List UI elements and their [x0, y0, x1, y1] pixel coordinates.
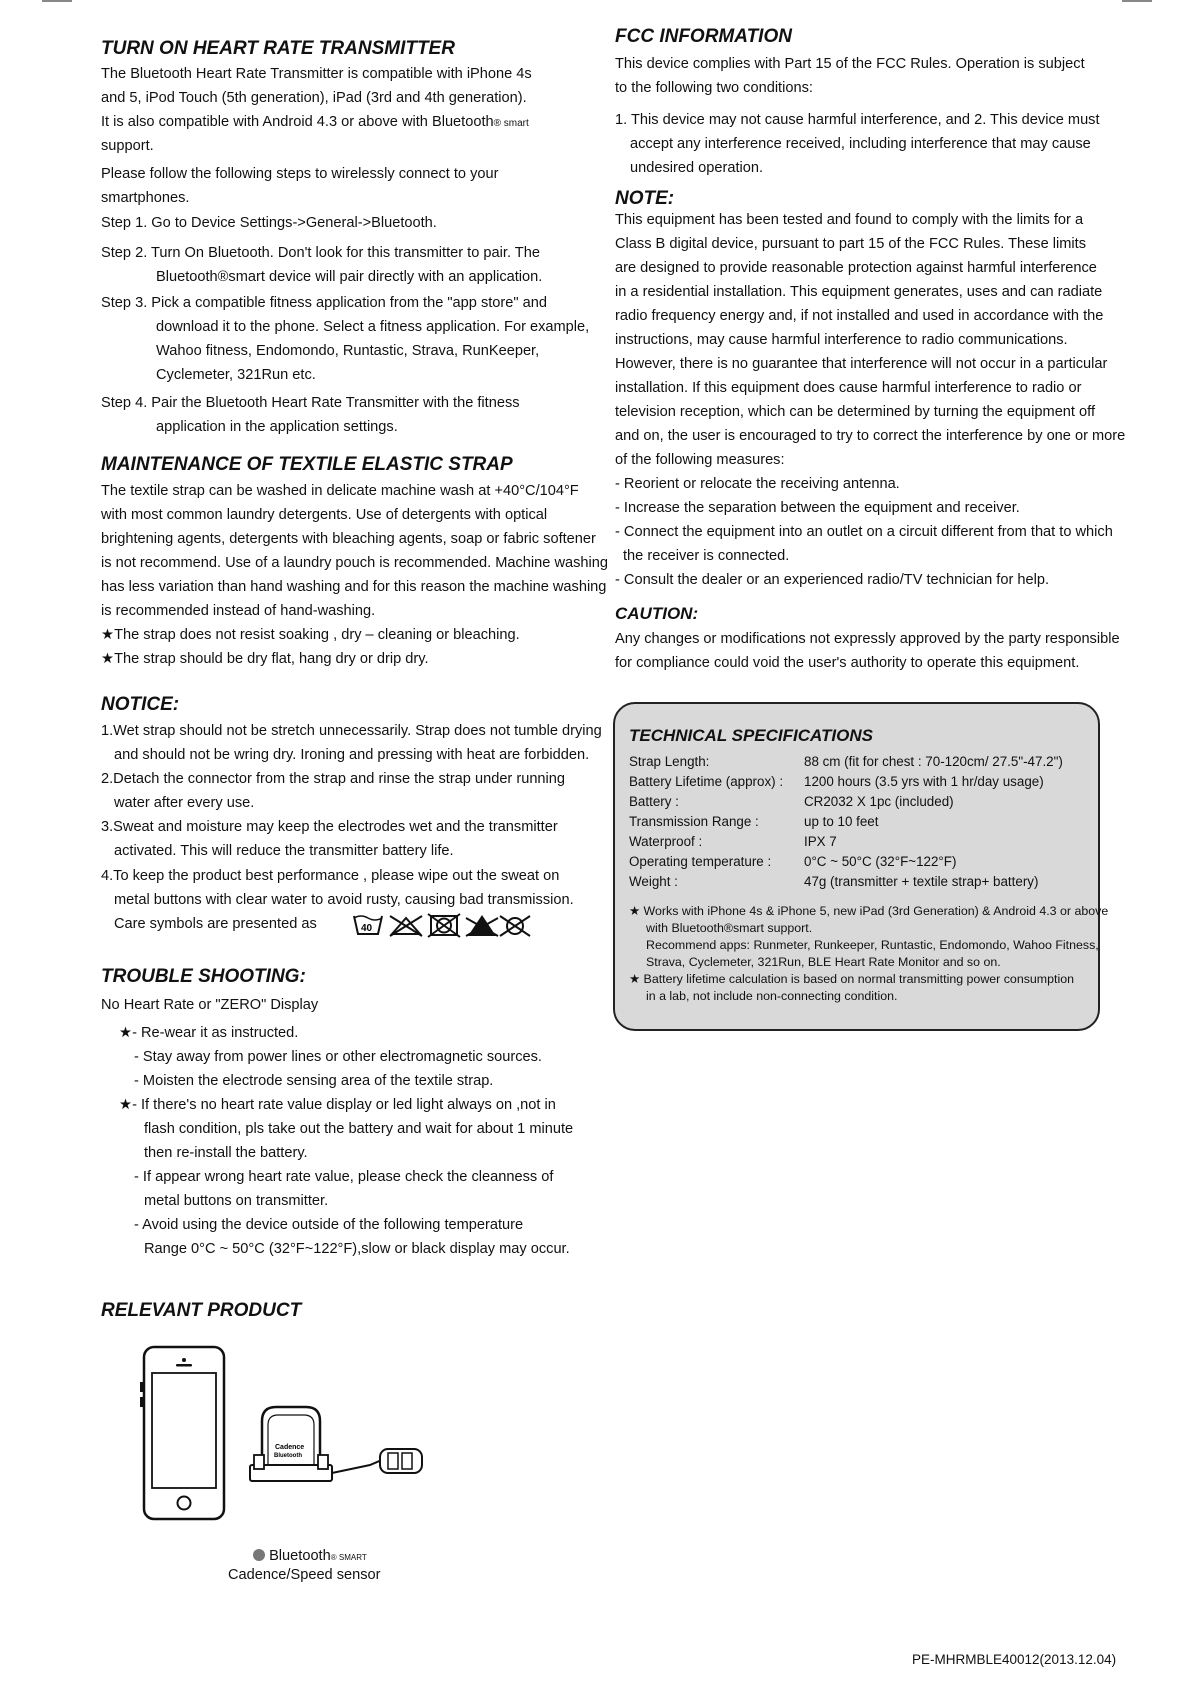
step-line: application in the application settings. — [156, 419, 398, 435]
trouble-line: - Moisten the electrode sensing area of the textile strap. — [134, 1073, 494, 1089]
note-line: - Increase the separation between the equipment and receiver. — [615, 500, 1020, 516]
notice-line: Care symbols are presented as — [114, 916, 317, 932]
spec-value: IPX 7 — [804, 834, 837, 849]
note-line: - Consult the dealer or an experienced radio/TV technician for help. — [615, 572, 1050, 588]
fcc-line: This device complies with Part 15 of the FCC Rules. Operation is subject — [615, 56, 1085, 72]
no-iron-icon — [500, 916, 530, 936]
note-line: in a residential installation. This equipment generates, uses and can radiate — [615, 284, 1103, 300]
notice-line: 2.Detach the connector from the strap and rinse the strap under running — [101, 771, 566, 787]
crop-mark-right — [1122, 0, 1152, 2]
note-line: radio frequency energy and, if not installed and used in accordance with the — [615, 308, 1104, 324]
notice-line: activated. This will reduce the transmitter battery life. — [114, 843, 454, 859]
notice-heading: NOTICE: — [101, 694, 180, 715]
note-line: However, there is no guarantee that interference will not occur in a particular — [615, 356, 1108, 372]
spec-label: Waterproof : — [629, 834, 703, 849]
spec-value: 0°C ~ 50°C (32°F~122°F) — [804, 854, 957, 869]
maintenance-note: ★The strap does not resist soaking , dry – cleaning or bleaching. — [101, 627, 520, 643]
fcc-line: undesired operation. — [630, 160, 764, 176]
step-line: Wahoo fitness, Endomondo, Runtastic, Strava, RunKeeper, — [156, 343, 540, 359]
spec-label: Battery Lifetime (approx) : — [629, 774, 784, 789]
maintenance-line: brightening agents, detergents with bleaching agents, soap or fabric softener — [101, 531, 596, 547]
note-line: the receiver is connected. — [623, 548, 790, 564]
no-bleach-icon — [466, 915, 498, 936]
tech-specs-panel — [613, 702, 1109, 1031]
specs-heading: TECHNICAL SPECIFICATIONS — [629, 726, 873, 745]
trouble-line: then re-install the battery. — [144, 1145, 308, 1161]
turn-on-line: support. — [101, 138, 154, 154]
spec-note: with Bluetooth®smart support. — [646, 921, 813, 935]
spec-value: CR2032 X 1pc (included) — [804, 794, 954, 809]
fcc-line: accept any interference received, including interference that may cause — [630, 136, 1091, 152]
notice-line: metal buttons with clear water to avoid rusty, causing bad transmission. — [114, 892, 574, 908]
fcc-line: to the following two conditions: — [615, 80, 813, 96]
step-line: Step 3. Pick a compatible fitness application from the "app store" and — [101, 295, 547, 311]
crop-mark-left — [42, 0, 72, 2]
notice-line: 3.Sweat and moisture may keep the electrodes wet and the transmitter — [101, 819, 558, 835]
trouble-line: metal buttons on transmitter. — [144, 1193, 329, 1209]
care-symbols — [352, 912, 532, 938]
trouble-line: - If appear wrong heart rate value, please check the cleanness of — [134, 1169, 554, 1185]
trouble-line: - Avoid using the device outside of the following temperature — [134, 1217, 524, 1233]
sensor-label: Cadence — [275, 1444, 305, 1451]
step-line: Cyclemeter, 321Run etc. — [156, 367, 316, 383]
notice-line: 1.Wet strap should not be stretch unnecessarily. Strap does not tumble drying — [101, 723, 602, 739]
step-line: Step 2. Turn On Bluetooth. Don't look for this transmitter to pair. The — [101, 245, 540, 261]
maintenance-line: has less variation than hand washing and for this reason the machine washing — [101, 579, 607, 595]
maintenance-line: The textile strap can be washed in delicate machine wash at +40°C/104°F — [101, 483, 579, 499]
spec-value: 47g (transmitter + textile strap+ battery) — [804, 874, 1039, 889]
note-line: installation. If this equipment does cause harmful interference to radio or — [615, 380, 1082, 396]
note-line: - Reorient or relocate the receiving antenna. — [615, 476, 900, 492]
trouble-line: flash condition, pls take out the battery and wait for about 1 minute — [144, 1121, 574, 1137]
turn-on-line: Please follow the following steps to wirelessly connect to your — [101, 166, 499, 182]
trouble-line: No Heart Rate or "ZERO" Display — [101, 997, 319, 1013]
caution-line: Any changes or modifications not expressly approved by the party responsible — [615, 631, 1120, 647]
spec-value: 88 cm (fit for chest : 70-120cm/ 27.5"-47.2") — [804, 754, 1063, 769]
step-line: download it to the phone. Select a fitness application. For example, — [156, 319, 590, 335]
step-line: Step 1. Go to Device Settings->General->Bluetooth. — [101, 215, 437, 231]
product-caption-name: Cadence/Speed sensor — [228, 1567, 381, 1583]
spec-label: Weight : — [629, 874, 678, 889]
sensor-label: Bluetooth — [274, 1453, 302, 1459]
product-caption-brand: Bluetooth® SMART — [253, 1548, 367, 1564]
turn-on-line: and 5, iPod Touch (5th generation), iPad (3rd and 4th generation). — [101, 90, 527, 106]
maintenance-line: is not recommend. Use of a laundry pouch is recommended. Machine washing — [101, 555, 608, 571]
relevant-heading: RELEVANT PRODUCT — [101, 1300, 302, 1321]
note-heading: NOTE: — [615, 188, 675, 209]
step-line: Step 4. Pair the Bluetooth Heart Rate Transmitter with the fitness — [101, 395, 520, 411]
fcc-heading: FCC INFORMATION — [615, 26, 792, 47]
trouble-line: - Stay away from power lines or other electromagnetic sources. — [134, 1049, 542, 1065]
cadence-sensor-icon — [250, 1407, 422, 1481]
no-tumble-dry-icon — [390, 916, 422, 936]
turn-on-line: smartphones. — [101, 190, 190, 206]
notice-line: water after every use. — [114, 795, 255, 811]
note-line: instructions, may cause harmful interference to radio communications. — [615, 332, 1068, 348]
spec-note: ★ Battery lifetime calculation is based on normal transmitting power consumption — [629, 972, 1074, 986]
spec-note: in a lab, not include non-connecting condition. — [646, 989, 898, 1003]
spec-label: Transmission Range : — [629, 814, 759, 829]
document-id: PE-MHRMBLE40012(2013.12.04) — [912, 1652, 1117, 1667]
note-line: are designed to provide reasonable protection against harmful interference — [615, 260, 1097, 276]
note-line: television reception, which can be determined by turning the equipment off — [615, 404, 1095, 420]
maintenance-heading: MAINTENANCE OF TEXTILE ELASTIC STRAP — [101, 454, 513, 475]
step-line: Bluetooth®smart device will pair directly with an application. — [156, 269, 543, 285]
notice-line: and should not be wring dry. Ironing and pressing with heat are forbidden. — [114, 747, 590, 763]
maintenance-note: ★The strap should be dry flat, hang dry or drip dry. — [101, 651, 429, 667]
maintenance-line: with most common laundry detergents. Use of detergents with optical — [101, 507, 548, 523]
note-line: Class B digital device, pursuant to part 15 of the FCC Rules. These limits — [615, 236, 1086, 252]
fcc-line: 1. This device may not cause harmful interference, and 2. This device must — [615, 112, 1100, 128]
turn-on-heading: TURN ON HEART RATE TRANSMITTER — [101, 38, 455, 59]
maintenance-line: is recommended instead of hand-washing. — [101, 603, 376, 619]
caution-line: for compliance could void the user's authority to operate this equipment. — [615, 655, 1080, 671]
spec-label: Strap Length: — [629, 754, 710, 769]
spec-note: Recommend apps: Runmeter, Runkeeper, Runtastic, Endomondo, Wahoo Fitness, — [646, 938, 1099, 952]
notice-line: 4.To keep the product best performance , please wipe out the sweat on — [101, 868, 560, 884]
spec-value: up to 10 feet — [804, 814, 879, 829]
wash-40-icon — [354, 916, 382, 934]
trouble-line: ★- If there's no heart rate value display or led light always on ,not in — [119, 1097, 556, 1113]
note-line: of the following measures: — [615, 452, 785, 468]
note-line: - Connect the equipment into an outlet on a circuit different from that to which — [615, 524, 1113, 540]
product-illustration — [140, 1345, 460, 1525]
bluetooth-icon — [253, 1549, 265, 1561]
spec-note: ★ Works with iPhone 4s & iPhone 5, new iPad (3rd Generation) & Android 4.3 or above — [629, 904, 1109, 918]
trouble-line: Range 0°C ~ 50°C (32°F~122°F),slow or black display may occur. — [144, 1241, 570, 1257]
spec-label: Operating temperature : — [629, 854, 772, 869]
no-dry-clean-icon — [428, 914, 460, 937]
caution-heading: CAUTION: — [615, 604, 699, 623]
turn-on-line: It is also compatible with Android 4.3 or above with Bluetooth® smart — [101, 114, 529, 130]
spec-label: Battery : — [629, 794, 679, 809]
spec-value: 1200 hours (3.5 yrs with 1 hr/day usage) — [804, 774, 1044, 789]
spec-note: Strava, Cyclemeter, 321Run, BLE Heart Rate Monitor and so on. — [646, 955, 1001, 969]
phone-icon — [140, 1347, 224, 1519]
note-line: This equipment has been tested and found to comply with the limits for a — [615, 212, 1084, 228]
trouble-heading: TROUBLE SHOOTING: — [101, 966, 306, 987]
note-line: and on, the user is encouraged to try to correct the interference by one or more — [615, 428, 1126, 444]
turn-on-line: The Bluetooth Heart Rate Transmitter is compatible with iPhone 4s — [101, 66, 532, 82]
wash-temp: 40 — [361, 923, 373, 934]
trouble-line: ★- Re-wear it as instructed. — [119, 1025, 299, 1041]
